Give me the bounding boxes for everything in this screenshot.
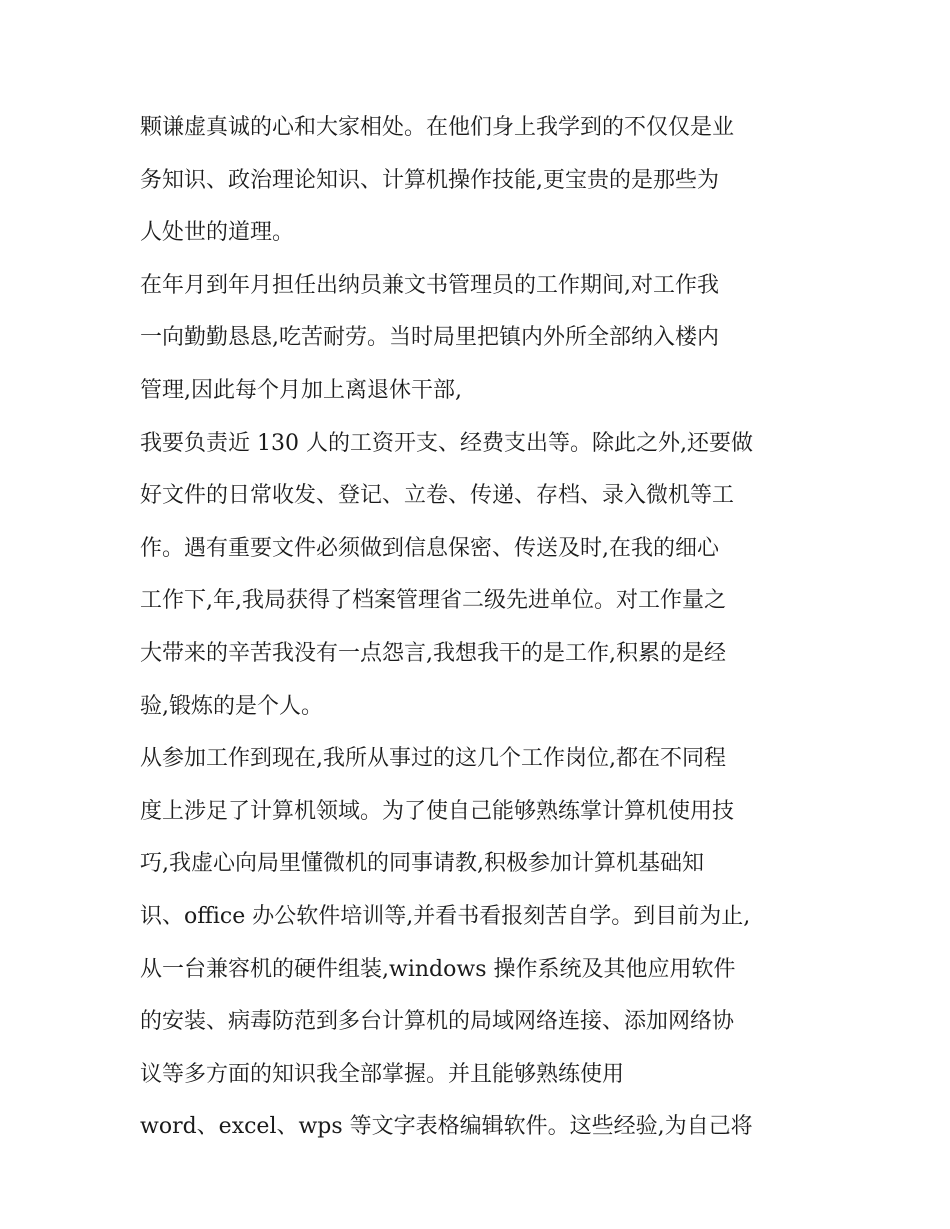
- text-line: 好文件的日常收发、登记、立卷、传递、存档、录入微机等工: [140, 483, 735, 509]
- text-line: 作。遇有重要文件必须做到信息保密、传送及时,在我的细心: [140, 535, 719, 561]
- text-line: 从一台兼容机的硬件组装,windows 操作系统及其他应用软件: [140, 956, 736, 982]
- text-line: 人处世的道理。: [140, 220, 295, 246]
- text-line: 管理,因此每个月加上离退休干部,: [140, 377, 462, 403]
- text-line: 务知识、政治理论知识、计算机操作技能,更宝贵的是那些为: [140, 167, 719, 193]
- text-line: word、excel、wps 等文字表格编辑软件。这些经验,为自己将: [140, 1114, 753, 1140]
- text-line: 一向勤勤恳恳,吃苦耐劳。当时局里把镇内外所全部纳入楼内: [140, 325, 719, 351]
- text-line: 识、office 办公软件培训等,并看书看报刻苦自学。到目前为止,: [140, 903, 751, 929]
- text-line: 我要负责近 130 人的工资开支、经费支出等。除此之外,还要做: [140, 430, 753, 456]
- text-line: 大带来的辛苦我没有一点怨言,我想我干的是工作,积累的是经: [140, 640, 726, 666]
- text-line: 议等多方面的知识我全部掌握。并且能够熟练使用: [140, 1061, 625, 1087]
- text-line: 在年月到年月担任出纳员兼文书管理员的工作期间,对工作我: [140, 272, 719, 298]
- text-line: 度上涉足了计算机领域。为了使自己能够熟练掌计算机使用技: [140, 798, 735, 824]
- text-line: 巧,我虚心向局里懂微机的同事请教,积极参加计算机基础知: [140, 851, 704, 877]
- text-line: 验,锻炼的是个人。: [140, 693, 323, 719]
- text-line: 的安装、病毒防范到多台计算机的局域网络连接、添加网络协: [140, 1009, 735, 1035]
- text-line: 颗谦虚真诚的心和大家相处。在他们身上我学到的不仅仅是业: [140, 115, 735, 140]
- body-text: [140, 102, 830, 1154]
- text-line: 从参加工作到现在,我所从事过的这几个工作岗位,都在不同程: [140, 746, 726, 772]
- text-line: 工作下,年,我局获得了档案管理省二级先进单位。对工作量之: [140, 588, 726, 614]
